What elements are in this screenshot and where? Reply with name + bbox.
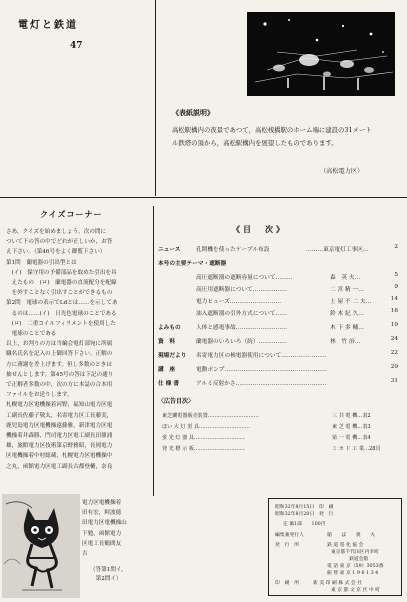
printer-name: 新 美 印 刷 株 式 会 社 bbox=[313, 581, 363, 586]
toc-item: 高圧用遮断器について……………… bbox=[196, 287, 287, 293]
printer-address: 東 京 都 文 京 区 中 町 bbox=[331, 588, 381, 593]
answer-line: 第2問イ） bbox=[90, 576, 122, 582]
toc-item: 電動ポンプ……………………………………………… bbox=[196, 367, 327, 373]
price: 定 価1部 100円 bbox=[283, 522, 326, 527]
ad-company: ミ カ ド 工 業…28頁 bbox=[332, 446, 381, 452]
ads-title: 〈広告目次〉 bbox=[158, 398, 195, 405]
issue-number: 47 bbox=[70, 41, 83, 51]
quiz-line: 職名氏名を記入の上御回答下さい。正解の bbox=[6, 351, 113, 358]
toc-row bbox=[156, 336, 402, 347]
toc-theme: 本号の主要テーマ・遮断器 bbox=[158, 261, 227, 267]
printer-label: 印 刷 所 bbox=[275, 581, 299, 586]
toc-row bbox=[156, 350, 402, 361]
toc-category: 講 座 bbox=[158, 367, 176, 373]
toc-page: 5 bbox=[394, 272, 398, 278]
cover-caption-line: 高松駅構内の夜景であつて，高松桟橋駅のホーム端に建設の31メート bbox=[172, 126, 372, 134]
toc-category: ニュース bbox=[158, 247, 181, 253]
toc-author: 森 英 夫… bbox=[330, 275, 361, 281]
quiz-line: ファイルをお送りします。 bbox=[6, 392, 73, 399]
toc-page: 29 bbox=[390, 364, 398, 370]
ad-row bbox=[162, 412, 402, 422]
ad-row bbox=[162, 434, 402, 444]
quiz-tail bbox=[82, 498, 154, 559]
cover-caption-line: ル鉄塔の頂から，高松駅構内を展望したものであります。 bbox=[172, 139, 338, 147]
publisher-address: 東京都千代田区内幸町 bbox=[331, 550, 379, 555]
quiz-tail-line: 吉 bbox=[82, 551, 88, 558]
cover-caption-title: 《表紙説明》 bbox=[172, 108, 214, 117]
toc-row bbox=[156, 364, 402, 375]
ad-row bbox=[162, 423, 402, 433]
toc-row bbox=[156, 272, 402, 283]
quiz-line: 抽せんとします。第45号の答は下記の通り bbox=[6, 371, 114, 378]
toc-page: 31 bbox=[390, 378, 398, 384]
toc-page: 16 bbox=[390, 308, 398, 314]
print-date: 昭和32年8月15日 印 刷 bbox=[275, 505, 334, 510]
toc-page: 9 bbox=[394, 284, 398, 290]
toc-row bbox=[156, 258, 402, 269]
cover-caption bbox=[172, 124, 394, 150]
quiz-line: るのは……(イ) 日光色電球のことである bbox=[6, 310, 117, 317]
answer-line: （答第1問イ， bbox=[90, 567, 127, 573]
quiz-line: さあ，クイズを始めましょう。次の問に bbox=[6, 229, 107, 235]
quiz-line: 区電機操着中村総蔵，札幌電力区電機操中 bbox=[6, 453, 113, 460]
quiz-line: (ロ) 二重コイルフィラメントを使用した bbox=[6, 320, 116, 327]
toc-page: 2 bbox=[394, 244, 398, 250]
cover-credit: （高松電力区） bbox=[320, 168, 364, 175]
toc-author: 木 下 多 輔… bbox=[330, 325, 364, 331]
quiz-line: 鹿児島電力区電機操遠藤雅，新津電力区電 bbox=[6, 422, 113, 429]
column-divider-top bbox=[155, 0, 156, 196]
masthead bbox=[18, 16, 148, 51]
toc-category: 現場だより bbox=[158, 353, 187, 359]
quiz-line: を外すことなく引出すことができるもの bbox=[6, 290, 113, 297]
editor-name: 稲 ほ 義 夫 bbox=[327, 533, 375, 538]
magazine-title: 電灯と鉄道 bbox=[18, 20, 78, 31]
toc-item: 電力ヒューズ……………………… bbox=[196, 299, 282, 305]
quiz-tail-line: 電力区電機操着 bbox=[82, 500, 122, 506]
toc-category: 仕 様 書 bbox=[158, 381, 180, 387]
ad-product: 東芝蘭電器販売装置………………………… bbox=[162, 413, 259, 419]
quiz-line: 之丸，函館電力区電工副長古都登輔，奈良 bbox=[6, 463, 113, 470]
toc-page: 14 bbox=[390, 296, 398, 302]
toc-author: 鈴 木 紀 久… bbox=[330, 311, 364, 317]
toc-item: アルミ反射かさ………………………………………… bbox=[196, 381, 327, 387]
toc-author: 二 宮 精 一… bbox=[330, 287, 364, 293]
quiz-line: 電球のことである bbox=[6, 331, 57, 338]
toc-page: 22 bbox=[390, 350, 398, 356]
cat-illustration bbox=[2, 494, 80, 598]
publisher-tel: 電 話 東 京（59）3053番 bbox=[327, 564, 384, 569]
ad-product: ほい 大 灯 蛍 具………………………… bbox=[162, 424, 250, 430]
toc-item: 油入遮断器の引外方式について…… bbox=[196, 311, 287, 317]
toc-author: ………東京電灯工事区… bbox=[306, 247, 369, 253]
quiz-line: 札幌電力区電機操着河野，福知山電力区電 bbox=[6, 402, 113, 409]
toc-title: 《目 次》 bbox=[232, 224, 287, 234]
quiz-line: 工副長佐藤子敬太，名寄電力区工長藤実， bbox=[6, 412, 113, 419]
ad-company: 東 芝 電 機…表3 bbox=[332, 424, 371, 430]
editor-label: 編集兼発行人 bbox=[275, 533, 304, 538]
quiz-title: クイズコーナー bbox=[40, 209, 103, 219]
toc-category: よみもの bbox=[158, 325, 181, 331]
quiz-line: 雄，旅館電力区技術第京野雅昭，長岡電力 bbox=[6, 443, 113, 450]
ad-company: 三 共 電 機…表2 bbox=[332, 413, 371, 419]
cover-photo bbox=[247, 12, 395, 96]
toc-row bbox=[156, 284, 402, 295]
toc-item: 高圧遮断器の遮断容量について……… bbox=[196, 275, 293, 281]
ad-product: 発 光 標 示 板………………………… bbox=[162, 446, 245, 452]
ad-row bbox=[162, 445, 402, 455]
ad-company: 第 一 電 機…表4 bbox=[332, 435, 371, 441]
quiz-line: 第1問 蘭電器の引出型とは bbox=[6, 259, 77, 266]
publisher-building: 鉄道会館 bbox=[349, 557, 369, 562]
quiz-tail-line: 区電工長鶴間友 bbox=[82, 540, 122, 547]
toc-item: 孔開機を使ったケーブル布設 bbox=[196, 247, 270, 253]
toc-row bbox=[156, 308, 402, 319]
quiz-tail-line: 田有宏，阿波徳 bbox=[82, 510, 122, 517]
issue-date: 昭和32年8月20日 発 行 bbox=[275, 512, 334, 517]
colophon bbox=[268, 498, 402, 596]
quiz-body bbox=[6, 227, 150, 472]
toc-item: 名寄電力区の検電器使用について…………………… bbox=[196, 353, 327, 359]
quiz-line: 方に薄謝を差上げます。但し多数のときは bbox=[6, 361, 112, 368]
quiz-line: 以上，お判りの方は当編会電灯部宛に所属 bbox=[6, 341, 113, 348]
column-divider-bottom bbox=[153, 206, 154, 496]
quiz-line: ついて下の答の中でどれが正しいか，お答 bbox=[6, 239, 113, 246]
toc-author: 林 竹 治… bbox=[330, 339, 361, 345]
toc-row bbox=[156, 296, 402, 307]
toc-row bbox=[156, 244, 402, 255]
quiz-line: (イ) 保守用の予備部品を取めた引出を具 bbox=[6, 269, 117, 276]
quiz-answer bbox=[90, 566, 127, 584]
ad-product: 蛍 光 灯 器 具………………………… bbox=[162, 435, 245, 441]
postal-account: 振 替 東 京 1 9 6 1 3 4 bbox=[327, 571, 379, 576]
section-divider bbox=[0, 197, 407, 198]
toc-row bbox=[156, 378, 402, 389]
toc-category: 資 料 bbox=[158, 339, 176, 345]
toc-author: 土 屋 不 二 夫… bbox=[330, 299, 372, 305]
toc-row bbox=[156, 322, 402, 333]
quiz-line: 第2問 電球の表示でLdとは……を示してあ bbox=[6, 300, 118, 307]
quiz-tail-line: 下勉，函館電力 bbox=[82, 530, 122, 537]
toc-item: 人体と感電事故……………………… bbox=[196, 325, 287, 331]
toc-page: 24 bbox=[390, 336, 398, 342]
publisher-label: 発 行 所 bbox=[275, 543, 299, 548]
quiz-line: え下さい。（第46号をよく御覧下さい） bbox=[6, 249, 106, 256]
quiz-tail-line: 田電力区電機操山 bbox=[82, 520, 127, 527]
quiz-line: で正解者多数の中，次の方に本誌の合本用 bbox=[6, 382, 113, 389]
publisher-name: 鉄 道 電 化 協 会 bbox=[327, 543, 364, 548]
quiz-line: えたもの (ロ) 蘭電器の直流配分を配線 bbox=[6, 280, 117, 287]
toc-item: 蘭電器のいろいろ（続）…………… bbox=[196, 339, 287, 345]
toc-page: 19 bbox=[390, 322, 398, 328]
quiz-line: 機操着井森勝，門司電力区電工副長田鼎浦 bbox=[6, 433, 113, 440]
